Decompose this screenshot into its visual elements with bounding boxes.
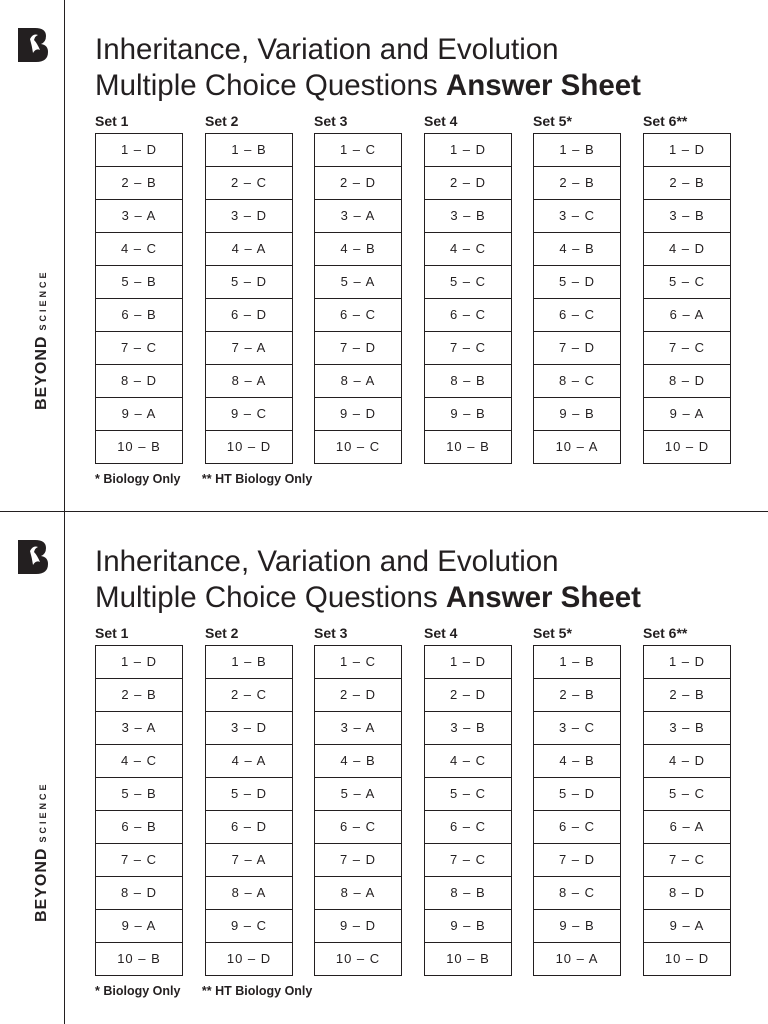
answer-box [205,645,293,976]
set-column [424,111,512,464]
answer-cell: 9 – D [315,909,401,942]
footnote-biology-only: * Biology Only [95,984,181,998]
set-label: Set 5* [533,113,572,129]
answer-cell: 5 – B [96,265,182,298]
answer-cell: 4 – C [425,744,511,777]
set-label: Set 1 [95,113,129,129]
answer-box [424,133,512,464]
answer-cell: 10 – B [425,430,511,463]
answer-cell: 8 – D [644,364,730,397]
answer-cell: 3 – B [644,711,730,744]
answer-cell: 2 – B [534,166,620,199]
answer-cell: 7 – C [96,843,182,876]
answer-cell: 8 – D [96,364,182,397]
answer-cell: 10 – D [644,942,730,975]
answer-cell: 5 – D [206,777,292,810]
answer-box [95,645,183,976]
set-label: Set 6** [643,113,688,129]
answer-cell: 9 – B [425,909,511,942]
answer-cell: 7 – D [315,331,401,364]
answer-cell: 6 – C [534,810,620,843]
answer-cell: 4 – C [425,232,511,265]
answer-cell: 3 – B [425,711,511,744]
answer-cell: 10 – D [206,430,292,463]
set-label: Set 6** [643,625,688,641]
answer-cell: 9 – A [644,909,730,942]
answer-cell: 7 – A [206,331,292,364]
answer-cell: 1 – D [120,142,158,157]
answer-box [205,133,293,464]
answer-cell: 6 – C [425,298,511,331]
answer-cell: 5 – B [96,777,182,810]
answer-cell: 9 – C [206,397,292,430]
set-label: Set 3 [314,625,348,641]
brand-word-science: SCIENCE [38,269,48,331]
answer-cell: 6 – B [96,810,182,843]
answer-cell: 9 – A [96,909,182,942]
answer-cell: 10 – C [315,942,401,975]
footnote-biology-only: * Biology Only [95,472,181,486]
set-column [314,111,402,464]
answer-cell: 3 – A [315,199,401,232]
answer-cell: 1 – D [668,142,706,157]
answer-cell: 1 – B [231,142,267,157]
set-column [533,111,621,464]
footnotes [95,984,330,998]
answer-cell: 9 – C [206,909,292,942]
answer-cell: 2 – B [96,166,182,199]
answer-cell: 8 – A [315,364,401,397]
title-line-1: Inheritance, Variation and Evolution [95,545,559,578]
set-column [205,111,293,464]
answer-box [533,645,621,976]
answer-cell: 2 – D [425,678,511,711]
answer-cell: 8 – A [206,876,292,909]
answer-cell: 2 – D [425,166,511,199]
set-label: Set 1 [95,625,129,641]
answer-cell: 10 – A [534,430,620,463]
answer-cell: 1 – B [231,654,267,669]
answer-cell: 1 – D [449,654,487,669]
answer-cell: 6 – C [425,810,511,843]
title-line-2-regular: Multiple Choice Questions [95,69,438,102]
answer-cell: 7 – C [425,331,511,364]
answer-cell: 9 – B [534,397,620,430]
answer-cell: 10 – C [315,430,401,463]
set-column [424,623,512,976]
answer-cell: 3 – D [206,199,292,232]
answer-cell: 1 – B [559,142,595,157]
answer-box [95,133,183,464]
answer-cell: 9 – B [425,397,511,430]
answer-cell: 7 – D [534,843,620,876]
answer-cell: 3 – B [425,199,511,232]
set-column [205,623,293,976]
answer-cell: 5 – D [206,265,292,298]
answer-cell: 10 – B [425,942,511,975]
title-line-2-bold: Answer Sheet [445,581,641,614]
title-line-2 [95,68,735,104]
answer-cell: 4 – A [206,232,292,265]
margin-rule [64,512,65,1024]
answer-box [643,645,731,976]
brand-word-beyond: BEYOND [33,847,50,922]
answer-cell: 10 – B [96,430,182,463]
answer-cell: 7 – C [96,331,182,364]
page-title [95,544,735,616]
answer-cell: 4 – D [644,744,730,777]
answer-cell: 9 – D [315,397,401,430]
set-label: Set 4 [424,113,458,129]
answer-cell: 7 – A [206,843,292,876]
footnote-ht-biology-only: ** HT Biology Only [201,984,313,998]
page-title [95,32,735,104]
answer-cell: 8 – B [425,364,511,397]
answer-cell: 4 – A [206,744,292,777]
answer-sheet-bottom [0,512,768,1024]
answer-cell: 4 – D [644,232,730,265]
set-label: Set 3 [314,113,348,129]
answer-cell: 8 – A [206,364,292,397]
answer-cell: 2 – B [644,678,730,711]
answer-cell: 7 – C [644,331,730,364]
brand-word-science: SCIENCE [38,781,48,843]
set-column [533,623,621,976]
answer-cell: 9 – A [96,397,182,430]
answer-cell: 4 – B [534,744,620,777]
footnote-ht-biology-only: ** HT Biology Only [201,472,313,486]
title-line-2-regular: Multiple Choice Questions [95,581,438,614]
answer-box [314,645,402,976]
set-column [95,111,183,464]
answer-cell: 1 – B [559,654,595,669]
answer-cell: 2 – B [534,678,620,711]
answer-cell: 3 – B [644,199,730,232]
answer-cell: 6 – C [534,298,620,331]
title-line-1: Inheritance, Variation and Evolution [95,33,559,66]
answer-cell: 4 – B [315,744,401,777]
answer-cell: 8 – C [534,876,620,909]
set-label: Set 2 [205,625,239,641]
answer-box [533,133,621,464]
set-column [643,623,731,976]
answer-cell: 3 – D [206,711,292,744]
answer-cell: 3 – A [96,199,182,232]
set-column [314,623,402,976]
answer-cell: 9 – A [644,397,730,430]
answer-cell: 5 – A [315,265,401,298]
answer-cell: 8 – D [644,876,730,909]
answer-cell: 7 – D [534,331,620,364]
answer-box [643,133,731,464]
answer-cell: 2 – D [315,166,401,199]
answer-cell: 8 – B [425,876,511,909]
answer-cell: 6 – B [96,298,182,331]
answer-cell: 4 – B [315,232,401,265]
answer-cell: 6 – C [315,298,401,331]
answer-cell: 5 – C [425,777,511,810]
answer-cell: 10 – B [96,942,182,975]
answer-cell: 5 – D [534,777,620,810]
brand-wordmark [33,782,51,922]
answer-cell: 6 – D [206,810,292,843]
answer-cell: 4 – B [534,232,620,265]
title-line-2-bold: Answer Sheet [445,69,641,102]
answer-cell: 2 – C [206,166,292,199]
answer-cell: 1 – D [120,654,158,669]
answer-cell: 6 – C [315,810,401,843]
answer-cell: 1 – D [449,142,487,157]
answer-cell: 3 – C [534,199,620,232]
answer-cell: 8 – D [96,876,182,909]
answer-cell: 1 – C [339,654,377,669]
answer-cell: 8 – A [315,876,401,909]
answer-cell: 5 – C [644,777,730,810]
answer-cell: 8 – C [534,364,620,397]
answer-cell: 6 – A [644,298,730,331]
answer-cell: 10 – A [534,942,620,975]
answer-cell: 7 – D [315,843,401,876]
brand-wordmark [33,270,51,410]
answer-cell: 1 – C [339,142,377,157]
answer-cell: 3 – A [96,711,182,744]
answer-cell: 10 – D [644,430,730,463]
margin-rule [64,0,65,512]
answer-cell: 5 – D [534,265,620,298]
brand-word-beyond: BEYOND [33,335,50,410]
answer-cell: 6 – A [644,810,730,843]
answer-cell: 2 – B [644,166,730,199]
set-label: Set 5* [533,625,572,641]
beyond-logo-icon [16,26,50,64]
set-column [95,623,183,976]
answer-cell: 5 – C [644,265,730,298]
set-column [643,111,731,464]
answer-cell: 2 – D [315,678,401,711]
beyond-logo-icon [16,538,50,576]
answer-box [314,133,402,464]
answer-cell: 6 – D [206,298,292,331]
answer-cell: 9 – B [534,909,620,942]
answer-cell: 2 – C [206,678,292,711]
answer-cell: 4 – C [96,744,182,777]
answer-cell: 4 – C [96,232,182,265]
answer-cell: 2 – B [96,678,182,711]
title-line-2 [95,580,735,616]
answer-cell: 5 – A [315,777,401,810]
set-label: Set 2 [205,113,239,129]
answer-cell: 5 – C [425,265,511,298]
answer-cell: 1 – D [668,654,706,669]
answer-box [424,645,512,976]
answer-cell: 3 – C [534,711,620,744]
set-label: Set 4 [424,625,458,641]
footnotes [95,472,330,486]
answer-cell: 10 – D [206,942,292,975]
answer-cell: 3 – A [315,711,401,744]
answer-cell: 7 – C [644,843,730,876]
answer-cell: 7 – C [425,843,511,876]
